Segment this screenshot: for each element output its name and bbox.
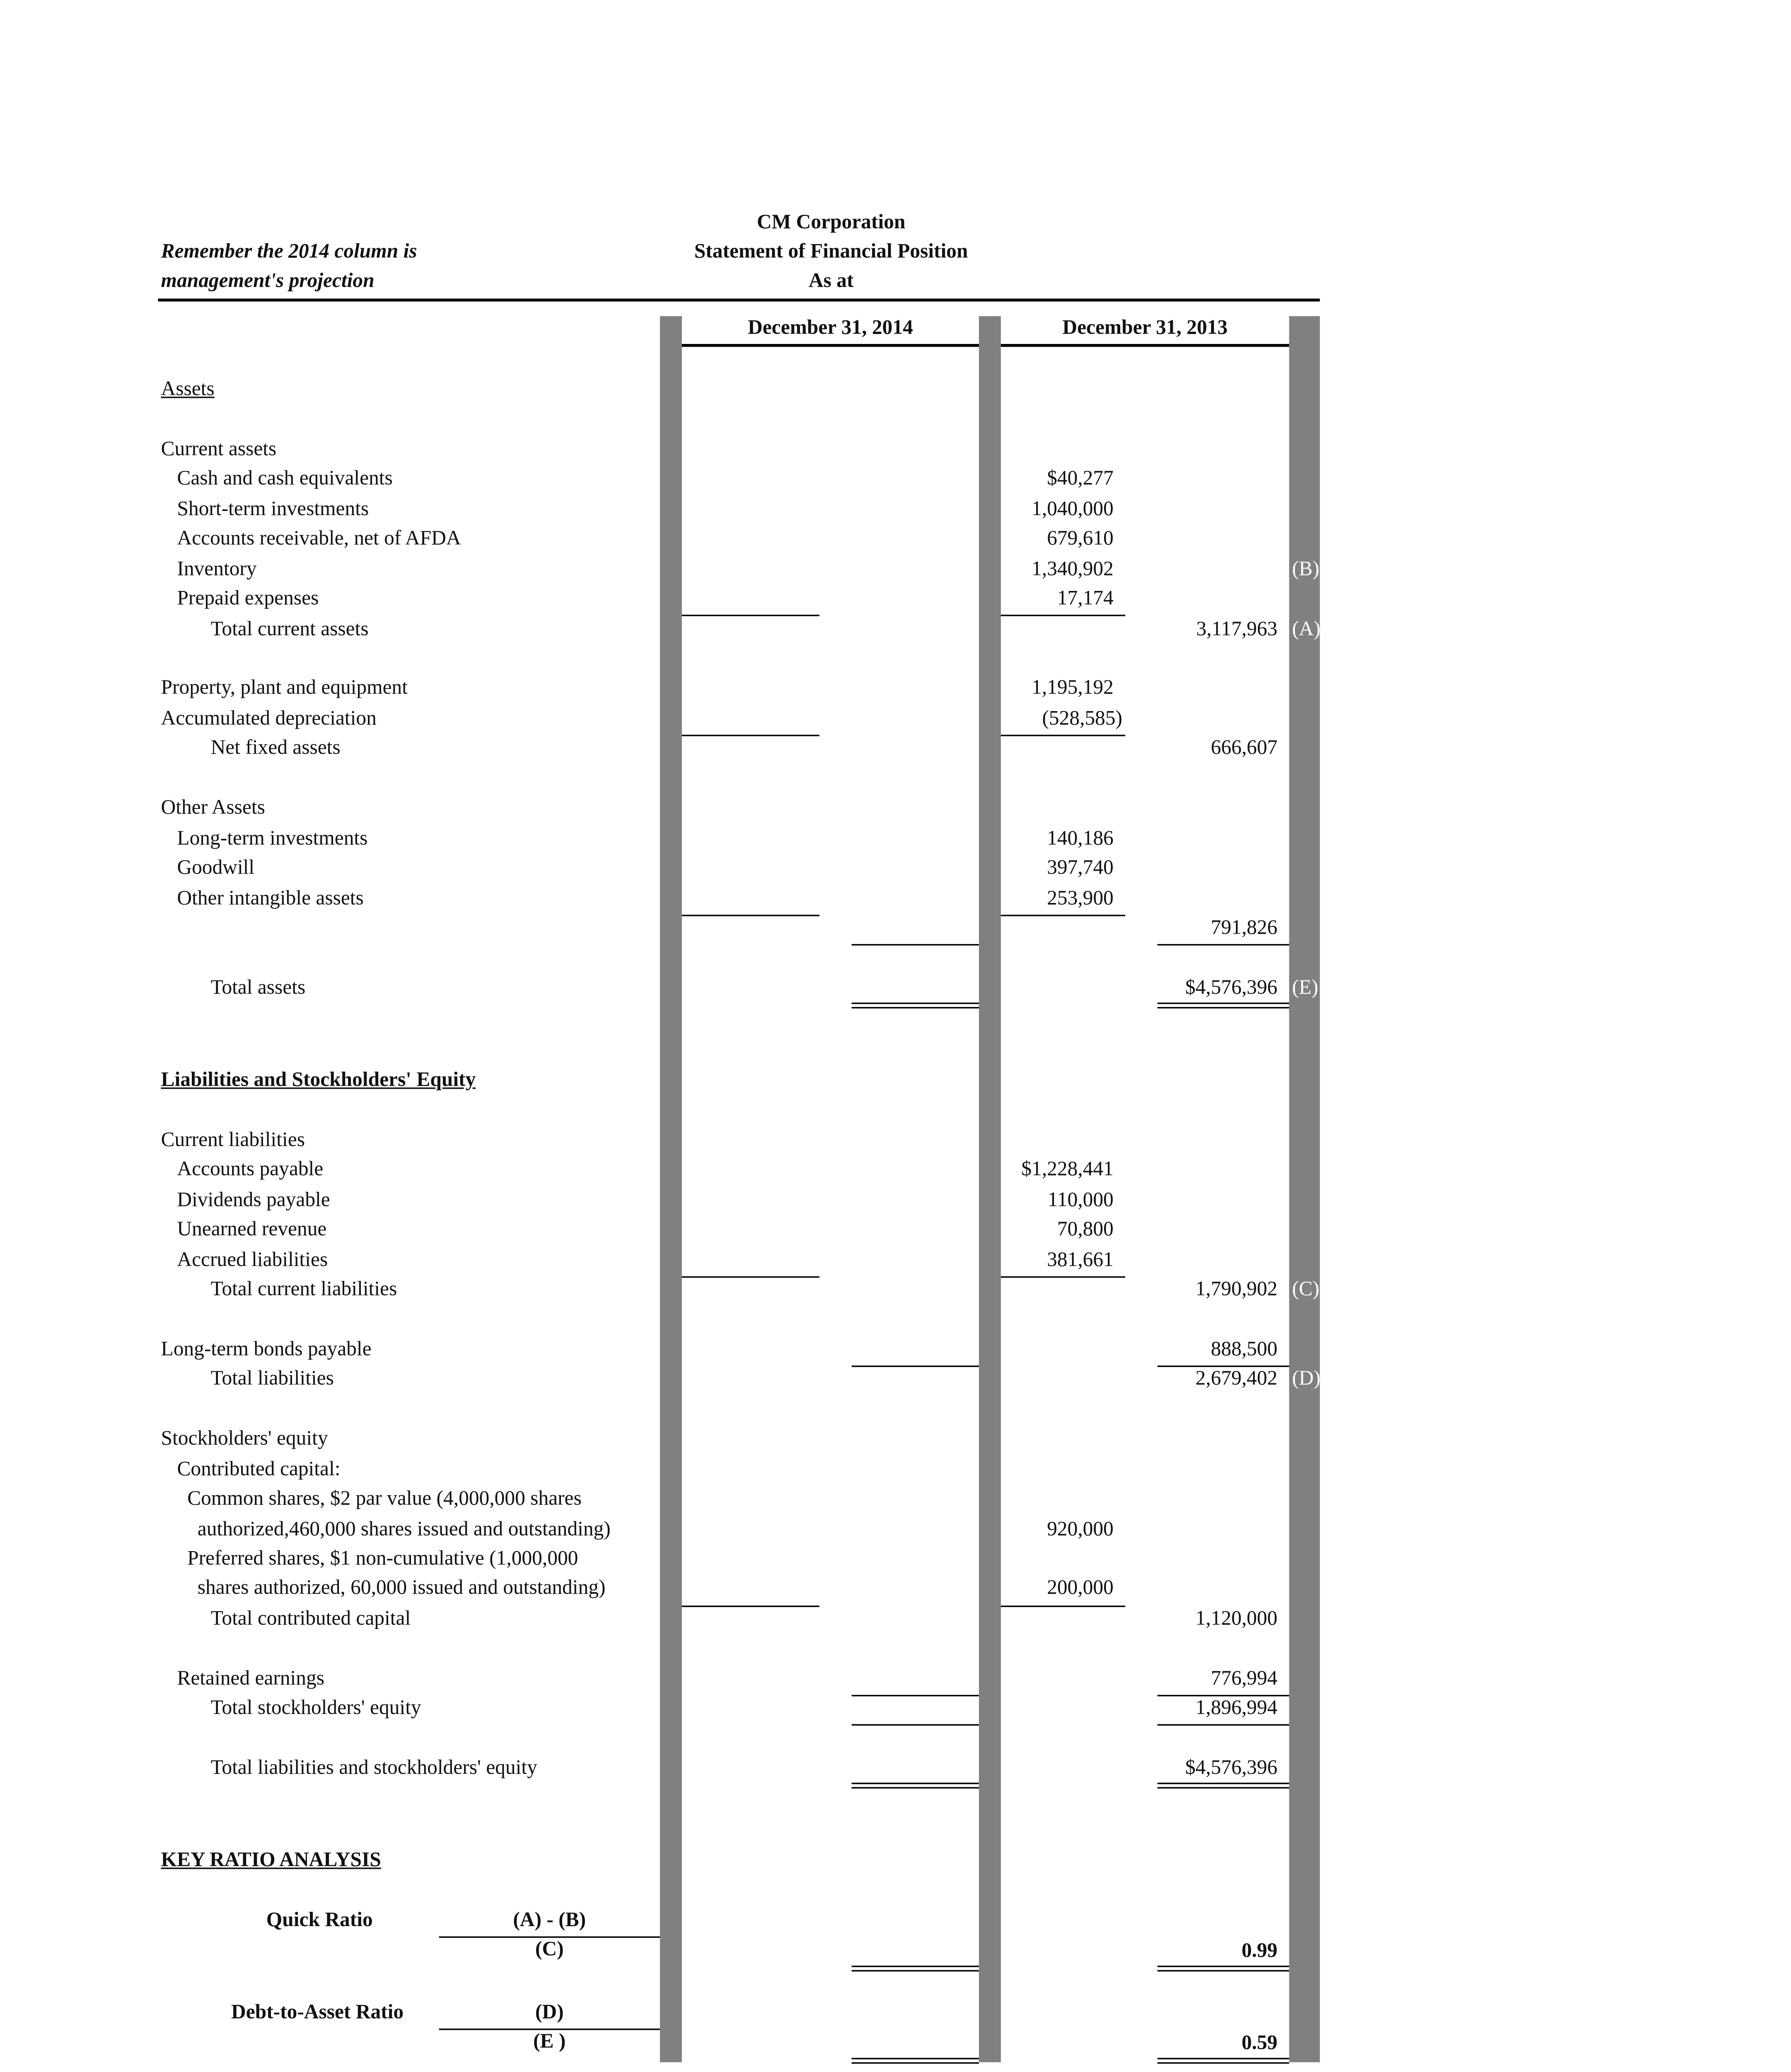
column-header-2013: December 31, 2013 <box>1062 317 1228 340</box>
inventory-tag: (B) <box>1292 559 1320 581</box>
bonds-payable-label: Long-term bonds payable <box>161 1339 372 1361</box>
debt-ratio-denominator: (E ) <box>533 2031 566 2054</box>
total-rule <box>1158 1724 1289 1726</box>
net-fixed-assets-label: Net fixed assets <box>210 738 341 760</box>
accounts-receivable-label: Accounts receivable, net of AFDA <box>177 528 461 550</box>
double-total-rule <box>852 1783 979 1789</box>
double-total-rule <box>1158 2058 1289 2064</box>
debt-ratio-numerator: (D) <box>535 2002 564 2024</box>
long-term-investments-label: Long-term investments <box>177 828 368 851</box>
subtotal-rule <box>1001 1276 1125 1278</box>
double-total-rule <box>1158 1783 1289 1789</box>
subtotal-rule <box>1001 615 1125 616</box>
inventory-value: 1,340,902 <box>1031 559 1114 581</box>
common-shares-label-line2: authorized,460,000 shares issued and outstanding) <box>197 1519 611 1542</box>
unearned-revenue-label: Unearned revenue <box>177 1219 327 1242</box>
unearned-revenue-value: 70,800 <box>1057 1219 1114 1242</box>
total-contributed-capital-label: Total contributed capital <box>210 1608 411 1631</box>
quick-ratio-value: 0.99 <box>1241 1941 1278 1963</box>
total-current-assets-tag: (A) <box>1292 619 1321 641</box>
column-header-2013-rule <box>1001 344 1289 347</box>
debt-to-asset-ratio-label: Debt-to-Asset Ratio <box>231 2002 404 2024</box>
key-ratio-heading: KEY RATIO ANALYSIS <box>161 1850 381 1872</box>
ppe-value: 1,195,192 <box>1031 678 1114 700</box>
statement-date-label: As at <box>808 271 854 293</box>
ppe-label: Property, plant and equipment <box>161 678 408 700</box>
double-total-rule <box>852 1002 979 1008</box>
other-intangible-assets-value: 253,900 <box>1047 888 1114 910</box>
total-stockholders-equity-label: Total stockholders' equity <box>210 1698 421 1720</box>
total-current-liabilities-label: Total current liabilities <box>210 1279 397 1301</box>
column-divider-middle <box>979 316 1001 2062</box>
total-liabilities-tag: (D) <box>1292 1368 1321 1391</box>
net-fixed-assets-value: 666,607 <box>1211 738 1278 760</box>
stockholders-equity-heading: Stockholders' equity <box>161 1428 328 1451</box>
long-term-investments-value: 140,186 <box>1047 828 1114 851</box>
total-liabilities-value: 2,679,402 <box>1195 1368 1278 1391</box>
inventory-label: Inventory <box>177 559 257 581</box>
quick-ratio-numerator: (A) - (B) <box>513 1910 586 1932</box>
prepaid-expenses-value: 17,174 <box>1057 588 1114 610</box>
projection-note-line1: Remember the 2014 column is <box>161 241 417 264</box>
cash-label: Cash and cash equivalents <box>177 468 393 491</box>
column-header-2014: December 31, 2014 <box>748 317 913 340</box>
projection-note-line2: management's projection <box>161 271 375 293</box>
preferred-shares-value: 200,000 <box>1047 1578 1114 1600</box>
company-name: CM Corporation <box>757 212 906 235</box>
common-shares-value: 920,000 <box>1047 1519 1114 1542</box>
subtotal-rule <box>1001 1605 1125 1607</box>
contributed-capital-heading: Contributed capital: <box>177 1459 341 1481</box>
column-divider-left <box>660 316 682 2062</box>
total-rule <box>1158 944 1289 946</box>
accounts-payable-label: Accounts payable <box>177 1159 324 1181</box>
assets-heading: Assets <box>161 379 215 401</box>
header-rule <box>158 299 1320 302</box>
retained-earnings-value: 776,994 <box>1211 1668 1278 1691</box>
short-term-investments-label: Short-term investments <box>177 499 369 521</box>
liabilities-equity-heading: Liabilities and Stockholders' Equity <box>161 1070 476 1092</box>
other-assets-total-value: 791,826 <box>1211 917 1278 940</box>
total-current-liabilities-value: 1,790,902 <box>1195 1279 1278 1301</box>
total-assets-value: $4,576,396 <box>1185 978 1278 1000</box>
goodwill-value: 397,740 <box>1047 857 1114 880</box>
total-rule <box>852 944 979 946</box>
subtotal-rule <box>1001 735 1125 736</box>
double-total-rule <box>852 2058 979 2064</box>
accrued-liabilities-label: Accrued liabilities <box>177 1250 328 1272</box>
subtotal-rule <box>682 1605 819 1607</box>
total-contributed-capital-value: 1,120,000 <box>1195 1608 1278 1631</box>
accounts-payable-value: $1,228,441 <box>1021 1159 1114 1181</box>
total-assets-label: Total assets <box>210 978 306 1000</box>
dividends-payable-value: 110,000 <box>1047 1190 1114 1212</box>
debt-ratio-value: 0.59 <box>1241 2033 1278 2055</box>
current-assets-heading: Current assets <box>161 439 277 461</box>
subtotal-rule <box>682 1276 819 1278</box>
other-intangible-assets-label: Other intangible assets <box>177 888 364 910</box>
fraction-rule <box>439 2028 660 2030</box>
subtotal-rule <box>682 915 819 916</box>
total-rule <box>852 1365 979 1367</box>
prepaid-expenses-label: Prepaid expenses <box>177 588 319 610</box>
accumulated-depreciation-label: Accumulated depreciation <box>161 708 377 731</box>
preferred-shares-label-line1: Preferred shares, $1 non-cumulative (1,000,000 <box>187 1548 578 1571</box>
double-total-rule <box>852 1965 979 1971</box>
total-rule <box>852 1724 979 1726</box>
accrued-liabilities-value: 381,661 <box>1047 1250 1114 1272</box>
subtotal-rule <box>1001 915 1125 916</box>
total-current-assets-label: Total current assets <box>210 619 369 641</box>
dividends-payable-label: Dividends payable <box>177 1190 330 1212</box>
preferred-shares-label-line2: shares authorized, 60,000 issued and outstanding) <box>197 1578 606 1600</box>
total-liabilities-equity-value: $4,576,396 <box>1185 1757 1278 1780</box>
subtotal-rule <box>682 735 819 736</box>
bonds-payable-value: 888,500 <box>1211 1339 1278 1361</box>
accumulated-depreciation-value: (528,585) <box>1042 708 1122 731</box>
total-stockholders-equity-value: 1,896,994 <box>1195 1698 1278 1720</box>
fraction-rule <box>439 1936 660 1938</box>
current-liabilities-heading: Current liabilities <box>161 1130 305 1152</box>
accounts-receivable-value: 679,610 <box>1047 528 1114 550</box>
statement-title: Statement of Financial Position <box>694 241 968 264</box>
short-term-investments-value: 1,040,000 <box>1031 499 1114 521</box>
common-shares-label-line1: Common shares, $2 par value (4,000,000 shares <box>187 1488 582 1510</box>
total-liabilities-equity-label: Total liabilities and stockholders' equity <box>210 1757 537 1780</box>
total-liabilities-label: Total liabilities <box>210 1368 334 1391</box>
quick-ratio-denominator: (C) <box>535 1939 564 1961</box>
total-current-liabilities-tag: (C) <box>1292 1279 1320 1301</box>
cash-value: $40,277 <box>1047 468 1114 491</box>
column-header-2014-rule <box>682 344 979 347</box>
double-total-rule <box>1158 1965 1289 1971</box>
goodwill-label: Goodwill <box>177 857 255 880</box>
quick-ratio-label: Quick Ratio <box>266 1910 373 1932</box>
double-total-rule <box>1158 1002 1289 1008</box>
total-rule <box>1158 1365 1289 1367</box>
subtotal-rule <box>682 615 819 616</box>
other-assets-heading: Other Assets <box>161 797 265 820</box>
total-rule <box>1158 1695 1289 1697</box>
total-rule <box>852 1695 979 1697</box>
retained-earnings-label: Retained earnings <box>177 1668 324 1691</box>
total-current-assets-value: 3,117,963 <box>1196 619 1278 641</box>
total-assets-tag: (E) <box>1292 978 1318 1000</box>
